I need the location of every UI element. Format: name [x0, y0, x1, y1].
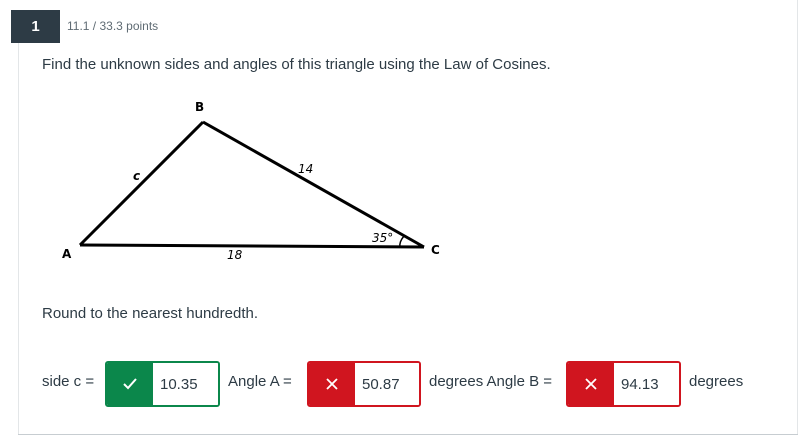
side-c-label: c	[133, 169, 141, 183]
side-c-answer-label: side c =	[42, 373, 95, 390]
side-c-answer-value: 10.35	[153, 363, 218, 405]
x-icon	[568, 363, 614, 405]
angle-a-answer-label: Angle A =	[228, 373, 292, 390]
side-ab	[80, 122, 203, 245]
angle-b-answer-value: 94.13	[614, 363, 679, 405]
check-icon	[107, 363, 153, 405]
side-bc	[203, 122, 424, 247]
angle-a-answer-box[interactable]	[307, 361, 421, 407]
angle-a-answer-value: 50.87	[355, 363, 419, 405]
degrees-unit-label: degrees	[689, 373, 744, 390]
vertex-b-label: B	[195, 100, 205, 114]
vertex-a-label: A	[62, 247, 72, 261]
angle-b-answer-box[interactable]	[566, 361, 681, 407]
side-bc-label: 14	[298, 162, 314, 176]
vertex-c-label: C	[431, 243, 440, 257]
question-prompt: Find the unknown sides and angles of this triangle using the Law of Cosines.	[42, 56, 551, 73]
question-number: 1	[11, 10, 60, 43]
angle-b-answer-label: degrees Angle B =	[429, 373, 553, 390]
x-icon	[309, 363, 355, 405]
question-points: 11.1 / 33.3 points	[67, 19, 159, 33]
side-ac-label: 18	[227, 248, 243, 262]
angle-c-arc	[400, 236, 404, 247]
side-c-answer-box[interactable]	[105, 361, 220, 407]
angle-c-label: 35°	[372, 231, 394, 245]
rounding-instruction: Round to the nearest hundredth.	[42, 305, 258, 322]
side-ac	[80, 245, 424, 247]
